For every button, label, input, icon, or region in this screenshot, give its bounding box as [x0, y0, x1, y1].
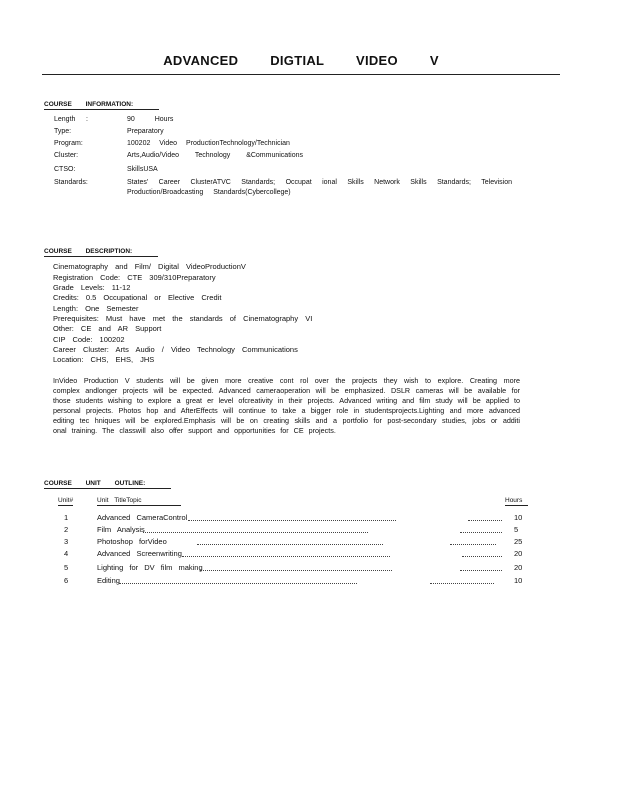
unit-hours: 20	[514, 563, 523, 572]
unit-number: 4	[64, 549, 69, 558]
length-label: Length	[54, 116, 76, 123]
course-information-heading: COURSE INFORMATION:	[44, 101, 159, 110]
table-row	[0, 537, 618, 549]
unit-number: 6	[64, 576, 69, 585]
unit-hours: 5	[514, 525, 519, 534]
leader-dots	[450, 544, 496, 545]
leader-dots	[197, 544, 383, 545]
unit-title: Lighting for DV film making	[97, 563, 203, 572]
program-label: Program:	[54, 140, 83, 147]
unit-hours: 10	[514, 576, 523, 585]
unit-title: Advanced CameraControl	[97, 513, 188, 522]
title-rule	[42, 74, 560, 75]
unit-title: Film Analysis	[97, 525, 145, 534]
unit-hours: 25	[514, 537, 523, 546]
description-line: Grade Levels: 11-12	[53, 283, 131, 292]
unit-title: Advanced Screenwriting	[97, 549, 182, 558]
description-line: Career Cluster: Arts Audio / Video Technology Communications	[53, 345, 298, 354]
cluster-label: Cluster:	[54, 152, 79, 159]
description-line: Other: CE and AR Support	[53, 324, 162, 333]
description-line: Cinematography and Film/ Digital VideoProductionV	[53, 262, 246, 271]
description-line: Length: One Semester	[53, 304, 139, 313]
description-line: Credits: 0.5 Occupational or Elective Credit	[53, 293, 222, 302]
document-title: ADVANCED DIGTIAL VIDEO V	[163, 53, 439, 68]
table-row	[0, 576, 618, 588]
type-value: Preparatory	[127, 128, 164, 135]
unit-title: Editing	[97, 576, 120, 585]
table-row	[0, 549, 618, 561]
unit-number: 1	[64, 513, 69, 522]
description-line: CIP Code: 100202	[53, 335, 125, 344]
leader-dots	[182, 556, 390, 557]
ctso-value: SkillsUSA	[127, 166, 158, 173]
description-line: Registration Code: CTE 309/310Preparatory	[53, 273, 216, 282]
leader-dots	[143, 532, 368, 533]
column-header-unit: Unit#	[58, 497, 74, 504]
unit-number: 3	[64, 537, 69, 546]
leader-dots	[460, 532, 502, 533]
standards-label: Standards:	[54, 179, 88, 186]
length-colon: :	[86, 116, 88, 123]
ctso-label: CTSO:	[54, 166, 76, 173]
unit-hours: 10	[514, 513, 523, 522]
unit-hours: 20	[514, 549, 523, 558]
leader-dots	[468, 520, 502, 521]
table-row	[0, 513, 618, 525]
table-row	[0, 563, 618, 575]
type-label: Type:	[54, 128, 72, 135]
program-value: 100202 Video ProductionTechnology/Technician	[127, 140, 290, 147]
leader-dots	[430, 583, 494, 584]
unit-title: Photoshop forVideo	[97, 537, 167, 546]
leader-dots	[119, 583, 357, 584]
description-line: Prerequisites: Must have met the standards of Cinematography VI	[53, 314, 313, 323]
leader-dots	[462, 556, 502, 557]
leader-dots	[188, 520, 396, 521]
course-description-heading: COURSE DESCRIPTION:	[44, 248, 158, 257]
description-paragraph: InVideo Production V students will be given more creative cont rol over the projects they wish to explore. Creating more complex andlonger projects will be expected. Advanced cameraoperation will be emphasized. DSLR cameras will be available for those students wishing to explore a great er level ofcreativity in their projects. Advanced writing and film study will be applied to personal projects. Photos hop and AfterEffects will continue to take a bigger role in studentsprojects.Lighting and more advanced editing tec hniques will be explored.Emphasis will be on creating skills and a portfolio for post-secondary studies, jobs or additi onal training. The classwill also offer support and opportunities for CE projects.	[53, 376, 520, 435]
standards-value: States' Career ClusterATVC Standards; Occupat ional Skills Network Skills Standards; Television Production/Broadcasting Standards(Cybercollege)	[127, 179, 512, 196]
length-value: 90 Hours	[127, 116, 174, 123]
leader-dots	[200, 570, 392, 571]
unit-number: 2	[64, 525, 69, 534]
column-header-hours: Hours	[505, 497, 528, 506]
description-line: Location: CHS, EHS, JHS	[53, 355, 155, 364]
course-outline-heading: COURSE UNIT OUTLINE:	[44, 480, 171, 489]
unit-number: 5	[64, 563, 69, 572]
table-row	[0, 525, 618, 537]
column-header-title: Unit TitleTopic	[97, 497, 181, 506]
cluster-value: Arts,Audio/Video Technology &Communications	[127, 152, 303, 159]
leader-dots	[460, 570, 502, 571]
